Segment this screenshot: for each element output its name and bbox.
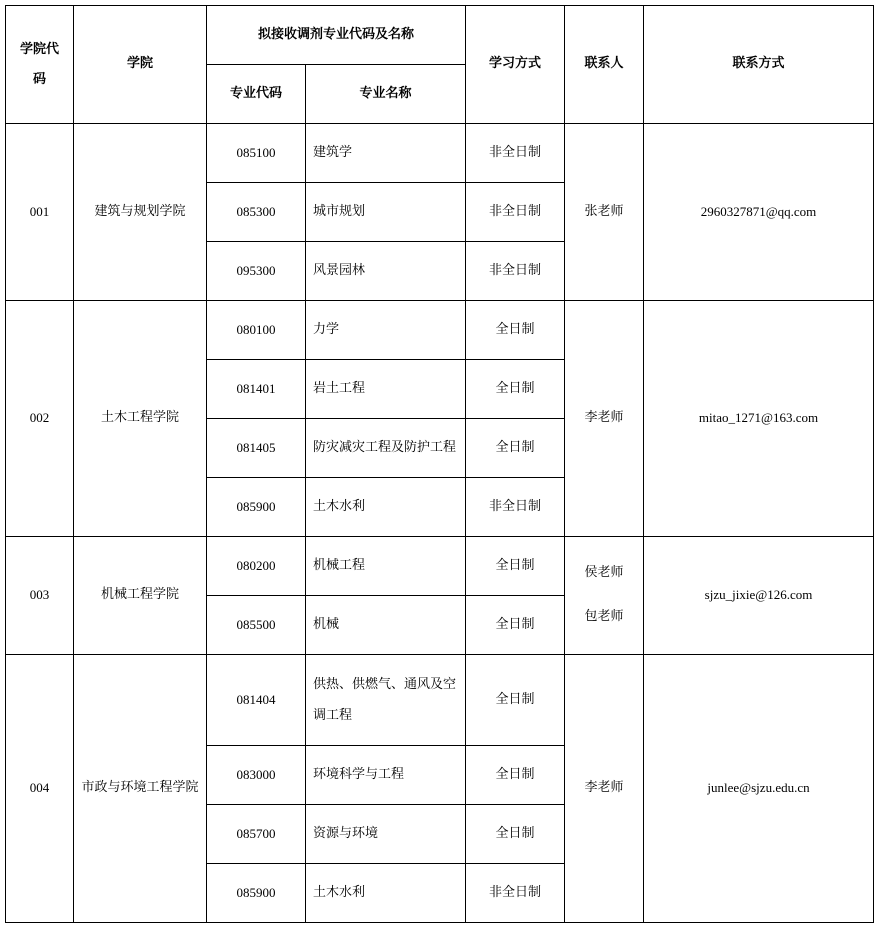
major-code: 080100 [207,301,306,360]
major-name: 机械 [306,596,466,655]
major-name: 城市规划 [306,183,466,242]
major-code: 085300 [207,183,306,242]
study-mode: 全日制 [466,301,565,360]
major-code: 081401 [207,360,306,419]
study-mode: 全日制 [466,596,565,655]
study-mode: 非全日制 [466,864,565,923]
header-college-code: 学院代码 [6,6,74,124]
major-name: 风景园林 [306,242,466,301]
table-row [6,537,874,596]
study-mode: 全日制 [466,655,565,746]
college-name: 土木工程学院 [74,301,207,537]
major-name: 力学 [306,301,466,360]
table-row [6,301,874,360]
major-name: 资源与环境 [306,805,466,864]
college-code: 001 [6,124,74,301]
contact-email: junlee@sjzu.edu.cn [644,655,874,923]
study-mode: 全日制 [466,805,565,864]
adjustment-table [5,5,874,923]
table-row [6,124,874,183]
header-major-group: 拟接收调剂专业代码及名称 [207,6,466,65]
college-code: 003 [6,537,74,655]
major-code: 095300 [207,242,306,301]
table-row [6,655,874,746]
contact-email: 2960327871@qq.com [644,124,874,301]
contact-person-name: 包老师 [584,609,624,624]
major-code: 080200 [207,537,306,596]
major-code: 085900 [207,864,306,923]
major-name: 机械工程 [306,537,466,596]
major-code: 085700 [207,805,306,864]
contact-email: sjzu_jixie@126.com [644,537,874,655]
contact-person-name: 侯老师 [584,565,624,581]
header-college: 学院 [74,6,207,124]
major-code: 081404 [207,655,306,746]
college-code: 002 [6,301,74,537]
study-mode: 非全日制 [466,478,565,537]
major-code: 085100 [207,124,306,183]
major-name: 岩土工程 [306,360,466,419]
header-contact-person: 联系人 [565,6,644,124]
study-mode: 非全日制 [466,124,565,183]
contact-person: 李老师 [565,301,644,537]
college-name: 建筑与规划学院 [74,124,207,301]
major-code: 085900 [207,478,306,537]
major-name: 土木水利 [306,864,466,923]
contact-email: mitao_1271@163.com [644,301,874,537]
study-mode: 非全日制 [466,183,565,242]
major-name: 环境科学与工程 [306,746,466,805]
college-name: 市政与环境工程学院 [74,655,207,923]
major-name: 建筑学 [306,124,466,183]
study-mode: 全日制 [466,746,565,805]
major-code: 083000 [207,746,306,805]
major-name: 供热、供燃气、通风及空调工程 [306,655,466,746]
major-name: 防灾减灾工程及防护工程 [306,419,466,478]
major-code: 085500 [207,596,306,655]
header-major-code: 专业代码 [207,65,306,124]
study-mode: 非全日制 [466,242,565,301]
study-mode: 全日制 [466,537,565,596]
college-name: 机械工程学院 [74,537,207,655]
contact-person: 张老师 [565,124,644,301]
header-study-mode: 学习方式 [466,6,565,124]
contact-person: 李老师 [565,655,644,923]
study-mode: 全日制 [466,360,565,419]
college-code: 004 [6,655,74,923]
header-contact: 联系方式 [644,6,874,124]
major-name: 土木水利 [306,478,466,537]
contact-person [565,537,644,655]
study-mode: 全日制 [466,419,565,478]
header-major-name: 专业名称 [306,65,466,124]
major-code: 081405 [207,419,306,478]
